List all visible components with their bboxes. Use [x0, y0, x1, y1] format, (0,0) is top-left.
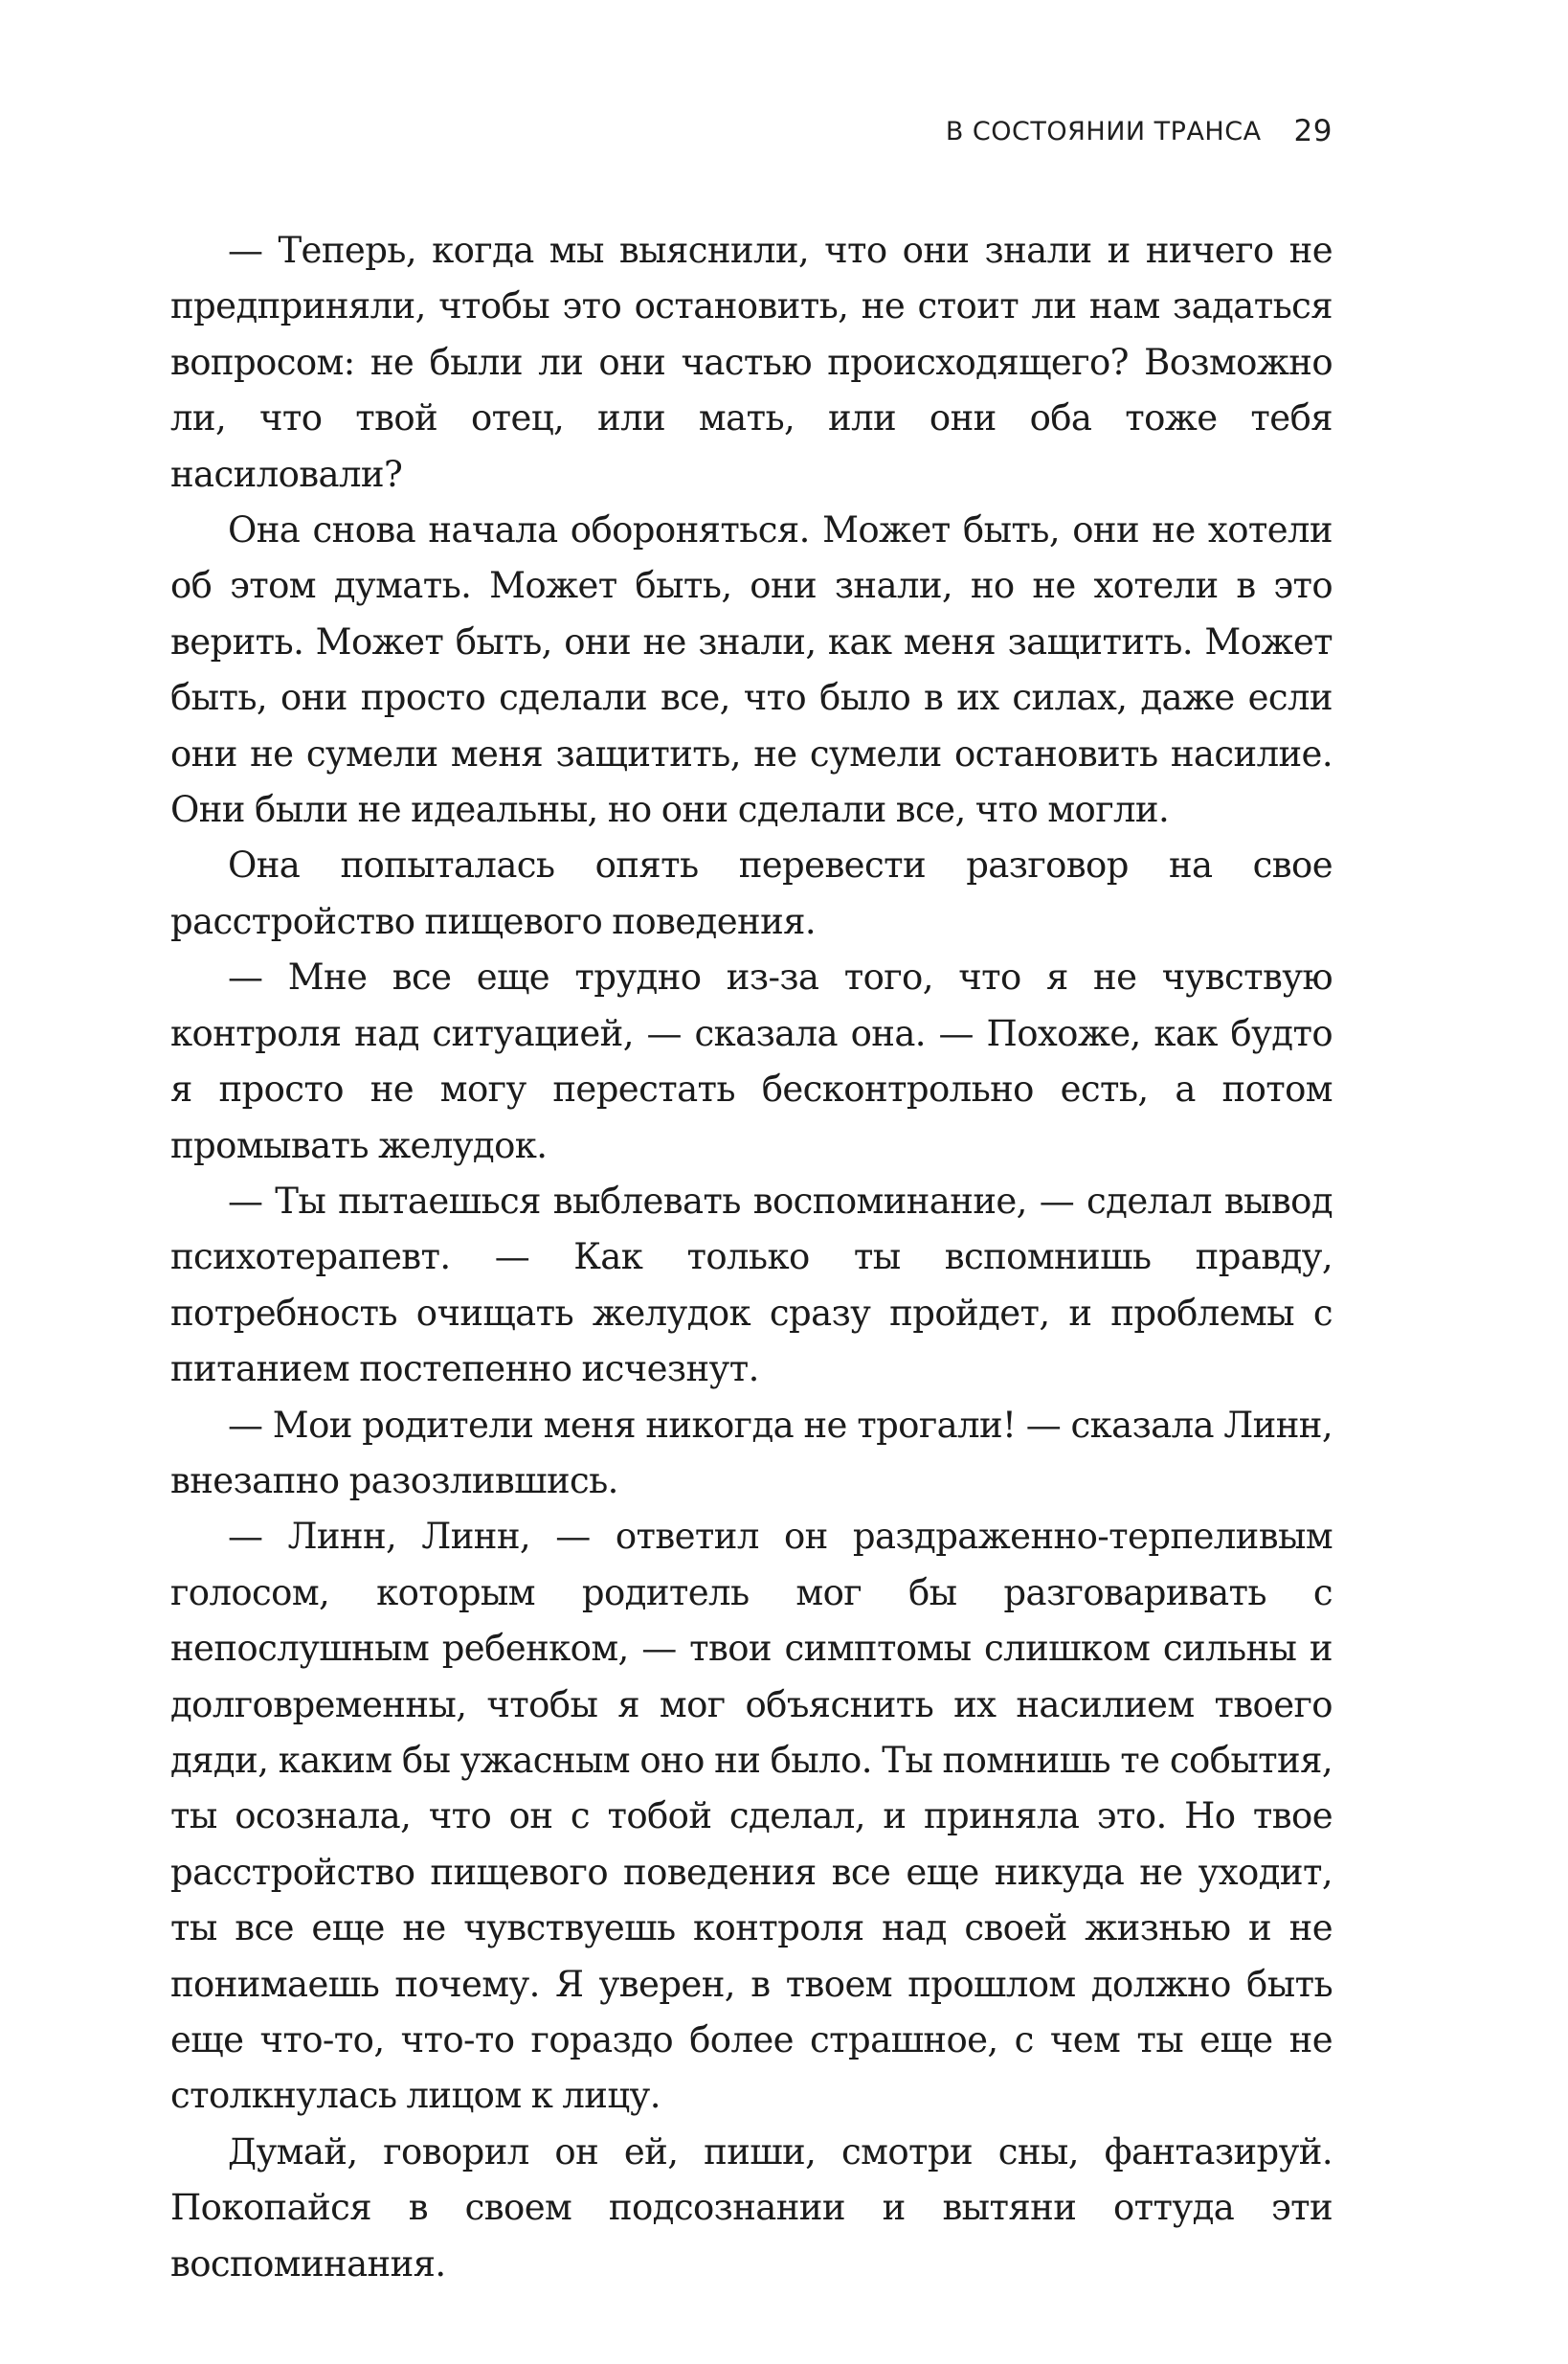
- running-header: [170, 107, 1333, 155]
- paragraph: — Ты пытаешься выблевать воспоминание, — сделал вывод психотерапевт. — Как только ты вспомнишь правду, потребность очищать желудок сразу пройдет, и проблемы с питанием постепенно исчезнут.: [170, 1180, 1333, 1390]
- paragraph: Она снова начала обороняться. Может быть, они не хотели об этом думать. Может быть, они знали, но не хотели в это верить. Может быть, они не знали, как меня защитить. Может быть, они просто сделали все, что было в их силах, даже если они не сумели меня защитить, не сумели остановить насилие. Они были не идеальны, но они сделали все, что могли.: [170, 509, 1333, 831]
- paragraph: Думай, говорил он ей, пиши, смотри сны, фантазируй. Покопайся в своем подсознании и вытяни оттуда эти воспоминания.: [170, 2130, 1333, 2285]
- page-number: 29: [1293, 114, 1333, 148]
- body-text: [170, 223, 1333, 2292]
- paragraph: — Линн, Линн, — ответил он раздраженно-терпеливым голосом, которым родитель мог бы разговаривать с непослушным ребенком, — твои симптомы слишком сильны и долговременны, чтобы я мог объяснить их насилием твоего дяди, каким бы ужасным оно ни было. Ты помнишь те события, ты осознала, что он с тобой сделал, и приняла это. Но твое расстройство пищевого поведения все еще никуда не уходит, ты все еще не чувствуешь контроля над своей жизнью и не понимаешь почему. Я уверен, в твоем прошлом должно быть еще что-то, что-то гораздо более страшное, с чем ты еще не столкнулась лицом к лицу.: [170, 1516, 1333, 2117]
- paragraph: — Мои родители меня никогда не трогали! — сказала Линн, внезапно разозлившись.: [170, 1404, 1333, 1501]
- paragraph: Она попыталась опять перевести разговор на свое расстройство пищевого поведения.: [170, 844, 1333, 942]
- paragraph: — Теперь, когда мы выяснили, что они знали и ничего не предприняли, чтобы это остановить, не стоит ли нам задаться вопросом: не были ли они частью происходящего? Возможно ли, что твой отец, или мать, или они оба тоже тебя насиловали?: [170, 230, 1333, 495]
- paragraph: — Мне все еще трудно из-за того, что я не чувствую контроля над ситуацией, — сказала она. — Похоже, как будто я просто не могу перестать бесконтрольно есть, а потом промывать желудок.: [170, 957, 1333, 1166]
- chapter-title: В СОСТОЯНИИ ТРАНСА: [945, 116, 1262, 146]
